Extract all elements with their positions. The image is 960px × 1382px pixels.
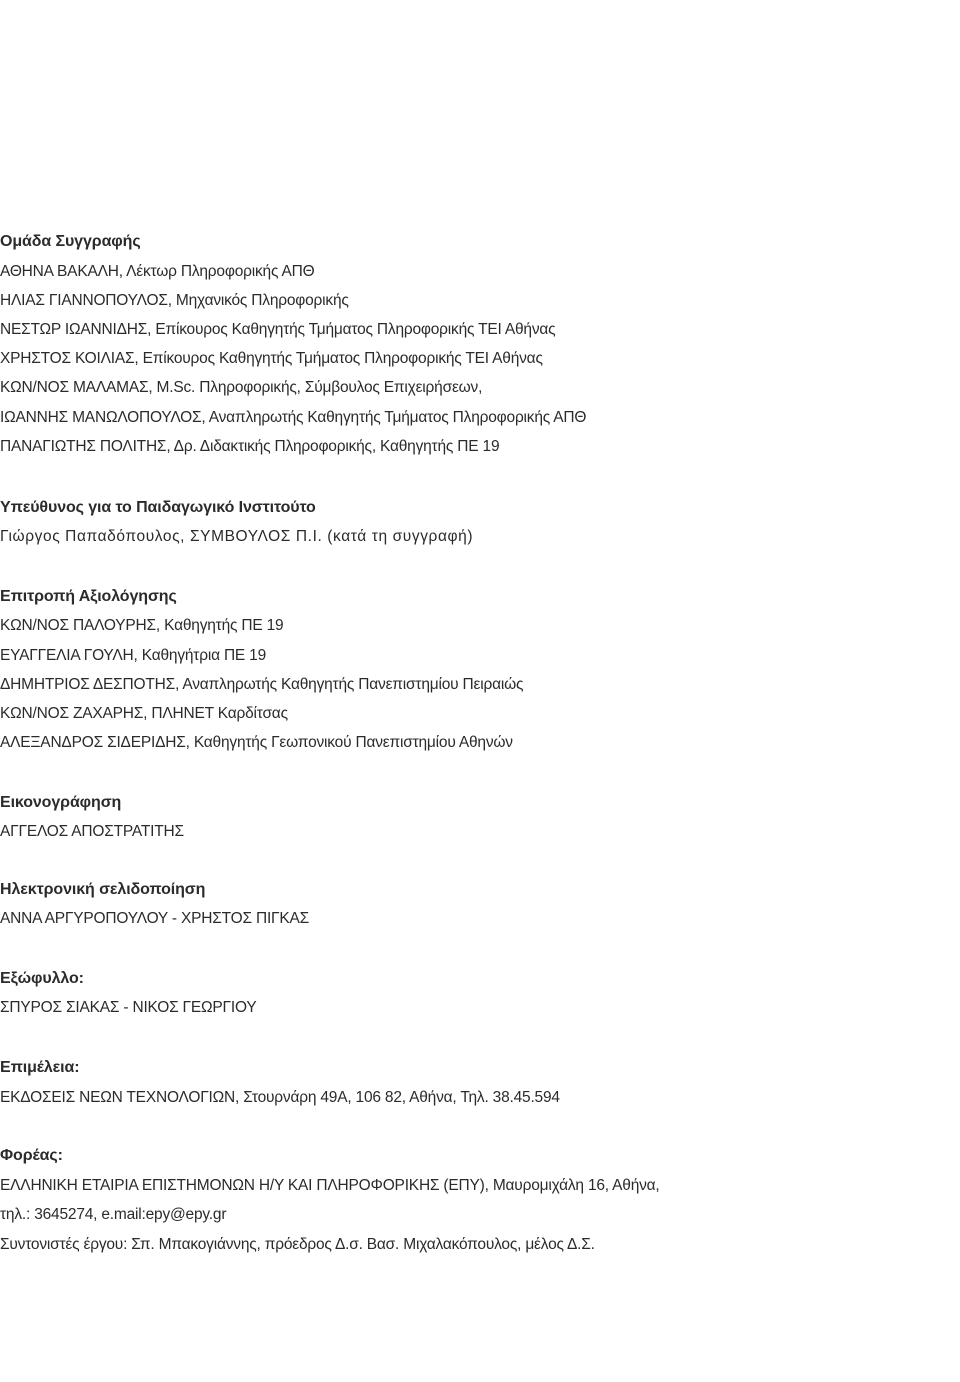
layout-line: ΑΝΝΑ ΑΡΓΥΡΟΠΟΥΛΟΥ - ΧΡΗΣΤΟΣ ΠΙΓΚΑΣ bbox=[0, 910, 310, 927]
body-line: ΕΛΛΗΝΙΚΗ ΕΤΑΙΡΙΑ ΕΠΙΣΤΗΜΟΝΩΝ Η/Υ ΚΑΙ ΠΛΗΡΟΦΟΡΙΚΗΣ (ΕΠΥ), Μαυρομιχάλη 16, Αθήνα, bbox=[0, 1177, 660, 1194]
body-line: τηλ.: 3645274, e.mail:epy@epy.gr bbox=[0, 1206, 227, 1223]
author-line: ΗΛΙΑΣ ΓΙΑΝΝΟΠΟΥΛΟΣ, Μηχανικός Πληροφορικής bbox=[0, 292, 349, 309]
cover-line: ΣΠΥΡΟΣ ΣΙΑΚΑΣ - ΝΙΚΟΣ ΓΕΩΡΓΙΟΥ bbox=[0, 999, 257, 1016]
author-line: ΙΩΑΝΝΗΣ ΜΑΝΩΛΟΠΟΥΛΟΣ, Αναπληρωτής Καθηγητής Τμήματος Πληροφορικής ΑΠΘ bbox=[0, 409, 587, 426]
author-line: ΚΩΝ/ΝΟΣ ΜΑΛΑΜΑΣ, M.Sc. Πληροφορικής, Σύμβουλος Επιχειρήσεων, bbox=[0, 379, 483, 396]
evaluation-heading: Επιτροπή Αξιολόγησης bbox=[0, 588, 177, 605]
authors-heading: Ομάδα Συγγραφής bbox=[0, 233, 141, 250]
evaluation-line: ΔΗΜΗΤΡΙΟΣ ΔΕΣΠΟΤΗΣ, Αναπληρωτής Καθηγητής Πανεπιστημίου Πειραιώς bbox=[0, 676, 524, 693]
responsible-line: Γιώργος Παπαδόπουλος, ΣΥΜΒΟΥΛΟΣ Π.Ι. (κατά τη συγγραφή) bbox=[0, 528, 474, 545]
editing-line: ΕΚΔΟΣΕΙΣ ΝΕΩΝ ΤΕΧΝΟΛΟΓΙΩΝ, Στουρνάρη 49Α, 106 82, Αθήνα, Τηλ. 38.45.594 bbox=[0, 1089, 560, 1106]
evaluation-line: ΚΩΝ/ΝΟΣ ΖΑΧΑΡΗΣ, ΠΛΗΝΕΤ Καρδίτσας bbox=[0, 705, 288, 722]
evaluation-line: ΕΥΑΓΓΕΛΙΑ ΓΟΥΛΗ, Καθηγήτρια ΠΕ 19 bbox=[0, 647, 267, 664]
evaluation-line: ΚΩΝ/ΝΟΣ ΠΑΛΟΥΡΗΣ, Καθηγητής ΠΕ 19 bbox=[0, 617, 284, 634]
evaluation-line: ΑΛΕΞΑΝΔΡΟΣ ΣΙΔΕΡΙΔΗΣ, Καθηγητής Γεωπονικού Πανεπιστημίου Αθηνών bbox=[0, 734, 513, 751]
author-line: ΑΘΗΝΑ ΒΑΚΑΛΗ, Λέκτωρ Πληροφορικής ΑΠΘ bbox=[0, 263, 315, 280]
author-line: ΝΕΣΤΩΡ ΙΩΑΝΝΙΔΗΣ, Επίκουρος Καθηγητής Τμήματος Πληροφορικής ΤΕΙ Αθήνας bbox=[0, 321, 556, 338]
layout-heading: Ηλεκτρονική σελιδοποίηση bbox=[0, 881, 206, 898]
body-heading: Φορέας: bbox=[0, 1147, 63, 1164]
illustration-line: ΑΓΓΕΛΟΣ ΑΠΟΣΤΡΑΤΙΤΗΣ bbox=[0, 823, 184, 840]
illustration-heading: Εικονογράφηση bbox=[0, 794, 122, 811]
cover-heading: Εξώφυλλο: bbox=[0, 970, 84, 987]
author-line: ΠΑΝΑΓΙΩΤΗΣ ΠΟΛΙΤΗΣ, Δρ. Διδακτικής Πληροφορικής, Καθηγητής ΠΕ 19 bbox=[0, 438, 500, 455]
author-line: ΧΡΗΣΤΟΣ ΚΟΙΛΙΑΣ, Επίκουρος Καθηγητής Τμήματος Πληροφορικής ΤΕΙ Αθήνας bbox=[0, 350, 543, 367]
responsible-heading: Υπεύθυνος για το Παιδαγωγικό Ινστιτούτο bbox=[0, 499, 316, 516]
body-line: Συντονιστές έργου: Σπ. Μπακογιάννης, πρόεδρος Δ.σ. Βασ. Μιχαλακόπουλος, μέλος Δ.Σ. bbox=[0, 1236, 595, 1253]
editing-heading: Επιμέλεια: bbox=[0, 1059, 80, 1076]
